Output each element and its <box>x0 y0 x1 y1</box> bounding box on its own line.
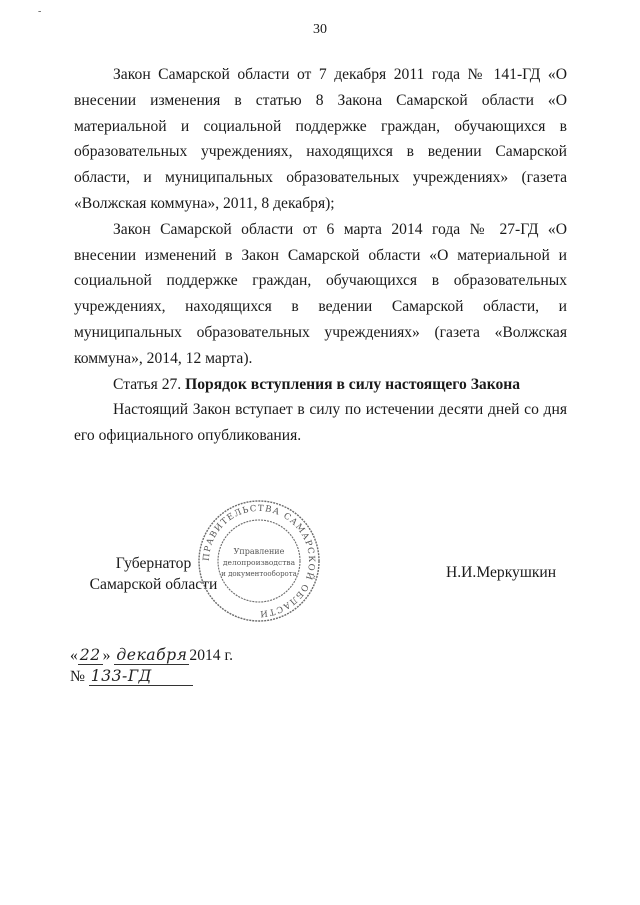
signatory-title-line-2: Самарской области <box>89 576 218 593</box>
article-prefix: Статья 27. <box>113 375 186 393</box>
stamp-center-line-3: и документооборота <box>221 570 297 578</box>
law-reference-paragraph-1: Закон Самарской области от 7 декабря 2011 года № 141-ГД «О внесении изменения в статью 8 Закона Самарской области «О материальной и социальной поддержке граждан, обучающихся в образовательных учреждениях, находящихся в ведении Самарской области, и муниципальных образовательных учреждениях» (газета «Волжская коммуна», 2011, 8 декабря); <box>74 66 567 212</box>
date-close-quote: » <box>102 647 111 664</box>
stamp-center-line-2: делопроизводства <box>222 558 296 567</box>
stamp-ring-text: ПРАВИТЕЛЬСТВА САМАРСКОЙ ОБЛАСТИ <box>201 503 317 619</box>
signing-date <box>70 646 233 665</box>
document-body <box>74 62 567 449</box>
article-heading <box>74 372 567 398</box>
article-title: Порядок вступления в силу настоящего Закона <box>185 375 521 393</box>
page-number: 30 <box>313 22 327 37</box>
law-number-handwritten: 133-ГД <box>89 667 193 686</box>
date-month-handwritten: декабря <box>116 646 188 664</box>
law-number-label: № <box>70 668 85 685</box>
law-reference-paragraph-2: Закон Самарской области от 6 марта 2014 года № 27-ГД «О внесении изменений в Закон Самарской области «О материальной и социальной поддержке граждан, обучающихся в образовательных учреждениях, находящихся в ведении Самарской области, и муниципальных образовательных учреждениях» (газета «Волжская коммуна», 2014, 12 марта). <box>74 220 567 367</box>
corner-mark: - <box>38 6 42 17</box>
date-year: 2014 г. <box>189 647 234 664</box>
date-day-handwritten: 22 <box>79 646 101 664</box>
signatory-title <box>86 553 221 595</box>
stamp-center-line-1: Управление <box>233 547 285 556</box>
signatory-name: Н.И.Меркушкин <box>446 564 557 581</box>
official-seal-stamp <box>196 498 322 624</box>
signatory-title-line-1: Губернатор <box>115 555 192 572</box>
date-open-quote: « <box>70 647 78 664</box>
law-number <box>70 667 193 686</box>
article-text: Настоящий Закон вступает в силу по истечении десяти дней со дня его официального опубликования. <box>74 401 567 445</box>
